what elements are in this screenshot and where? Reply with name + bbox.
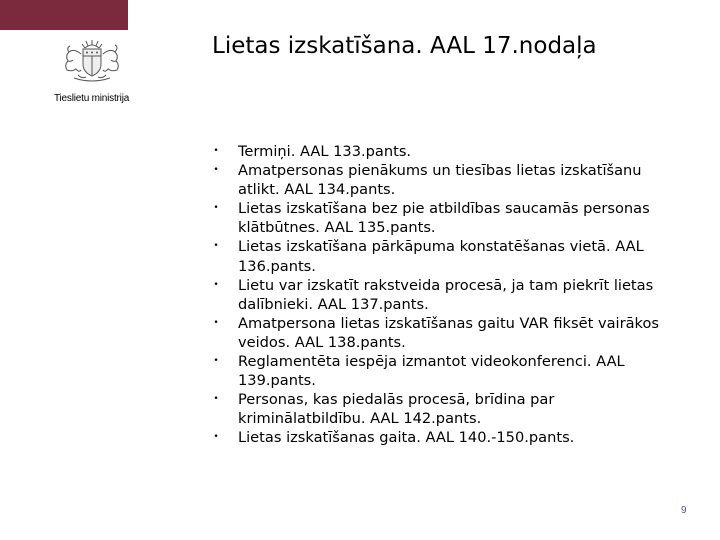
bullet-list [212, 142, 682, 448]
page-number: 9 [681, 505, 687, 516]
latvia-coat-of-arms-icon [56, 36, 128, 86]
brand-color-bar [0, 0, 128, 30]
bullet-text: Lietas izskatīšanas gaita. AAL 140.-150.pants. [238, 429, 575, 447]
bullet-item [212, 276, 682, 314]
bullet-item [212, 314, 682, 352]
bullet-item [212, 390, 682, 428]
bullet-item [212, 161, 682, 199]
bullet-text: Lietu var izskatīt rakstveida procesā, ja tam piekrīt lietas dalībnieki. AAL 137.pants. [238, 276, 654, 313]
bullet-icon: • [213, 356, 219, 367]
bullet-icon: • [213, 432, 219, 443]
bullet-icon: • [213, 394, 219, 405]
bullet-item [212, 237, 682, 275]
ministry-name: Tieslietu ministrija [54, 93, 130, 104]
bullet-item [212, 199, 682, 237]
bullet-item [212, 352, 682, 390]
bullet-item [212, 428, 682, 447]
bullet-icon: • [213, 317, 219, 328]
bullet-icon: • [213, 203, 219, 214]
bullet-icon: • [213, 146, 219, 156]
bullet-text: Amatpersonas pienākums un tiesības lietas izskatīšanu atlikt. AAL 134.pants. [238, 162, 642, 199]
slide-title: Lietas izskatīšana. AAL 17.nodaļa [212, 33, 597, 59]
bullet-text: Lietas izskatīšana bez pie atbildības saucamās personas klātbūtnes. AAL 135.pants. [238, 200, 650, 237]
bullet-item [212, 142, 682, 161]
bullet-text: Personas, kas piedalās procesā, brīdina par kriminālatbildību. AAL 142.pants. [238, 391, 555, 428]
bullet-icon: • [213, 241, 219, 252]
bullet-text: Termiņi. AAL 133.pants. [238, 143, 412, 160]
bullet-icon: • [213, 165, 219, 176]
bullet-text: Lietas izskatīšana pārkāpuma konstatēšanas vietā. AAL 136.pants. [238, 238, 644, 275]
bullet-text: Amatpersona lietas izskatīšanas gaitu VAR fiksēt vairākos veidos. AAL 138.pants. [238, 314, 659, 351]
bullet-icon: • [213, 279, 219, 290]
bullet-text: Reglamentēta iespēja izmantot videokonferenci. AAL 139.pants. [238, 353, 625, 390]
